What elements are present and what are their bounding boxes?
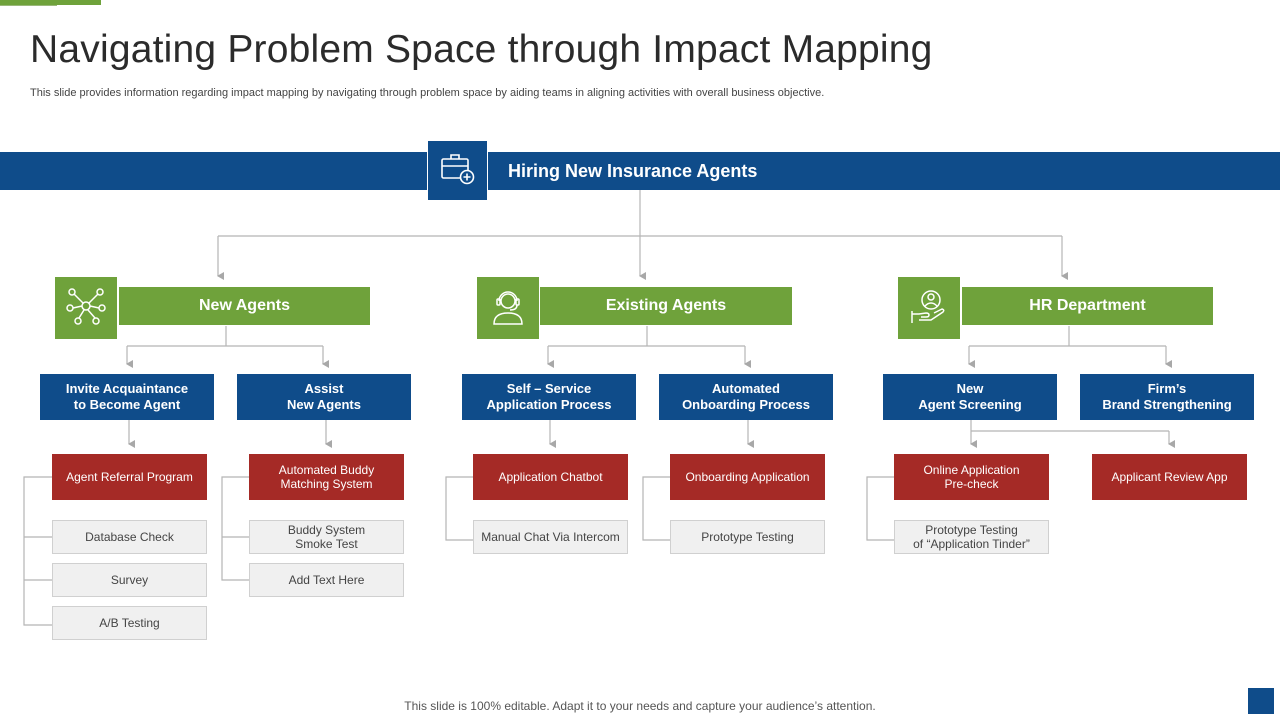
actor-icon-box — [477, 277, 539, 339]
activity-box: Prototype Testing — [670, 520, 825, 554]
actor-icon-box — [898, 277, 960, 339]
goal-icon-box — [427, 140, 488, 201]
goal-label: Hiring New Insurance Agents — [508, 161, 758, 181]
corner-accent-square — [1248, 688, 1274, 714]
hand-person-icon — [909, 286, 949, 331]
activity-box: Database Check — [52, 520, 207, 554]
activity-box: A/B Testing — [52, 606, 207, 640]
deliverable-box: Onboarding Application — [670, 454, 825, 500]
impact-box: New Agent Screening — [883, 374, 1057, 420]
deliverable-box: Application Chatbot — [473, 454, 628, 500]
footer-note: This slide is 100% editable. Adapt it to your needs and capture your audience’s attention. — [404, 699, 876, 713]
impact-box: Self – Service Application Process — [462, 374, 636, 420]
briefcase-plus-icon — [440, 150, 476, 191]
actor-new-agents: New Agents — [119, 287, 370, 325]
activity-box: Prototype Testing of “Application Tinder” — [894, 520, 1049, 554]
activity-box: Manual Chat Via Intercom — [473, 520, 628, 554]
network-nodes-icon — [66, 286, 106, 331]
deliverable-box: Agent Referral Program — [52, 454, 207, 500]
activity-box: Add Text Here — [249, 563, 404, 597]
page-title: Navigating Problem Space through Impact Mapping — [30, 28, 933, 71]
headset-agent-icon — [488, 286, 528, 331]
actor-hr-department: HR Department — [962, 287, 1213, 325]
activity-box: Buddy System Smoke Test — [249, 520, 404, 554]
impact-box: Automated Onboarding Process — [659, 374, 833, 420]
page-subtitle: This slide provides information regarding impact mapping by navigating through problem space by aiding teams in aligning activities with overall business objective. — [30, 87, 825, 99]
impact-box: Invite Acquaintance to Become Agent — [40, 374, 214, 420]
activity-box: Survey — [52, 563, 207, 597]
deliverable-box: Automated Buddy Matching System — [249, 454, 404, 500]
actor-existing-agents: Existing Agents — [540, 287, 792, 325]
actor-icon-box — [55, 277, 117, 339]
impact-box: Firm’s Brand Strengthening — [1080, 374, 1254, 420]
deliverable-box: Applicant Review App — [1092, 454, 1247, 500]
deliverable-box: Online Application Pre-check — [894, 454, 1049, 500]
impact-box: Assist New Agents — [237, 374, 411, 420]
